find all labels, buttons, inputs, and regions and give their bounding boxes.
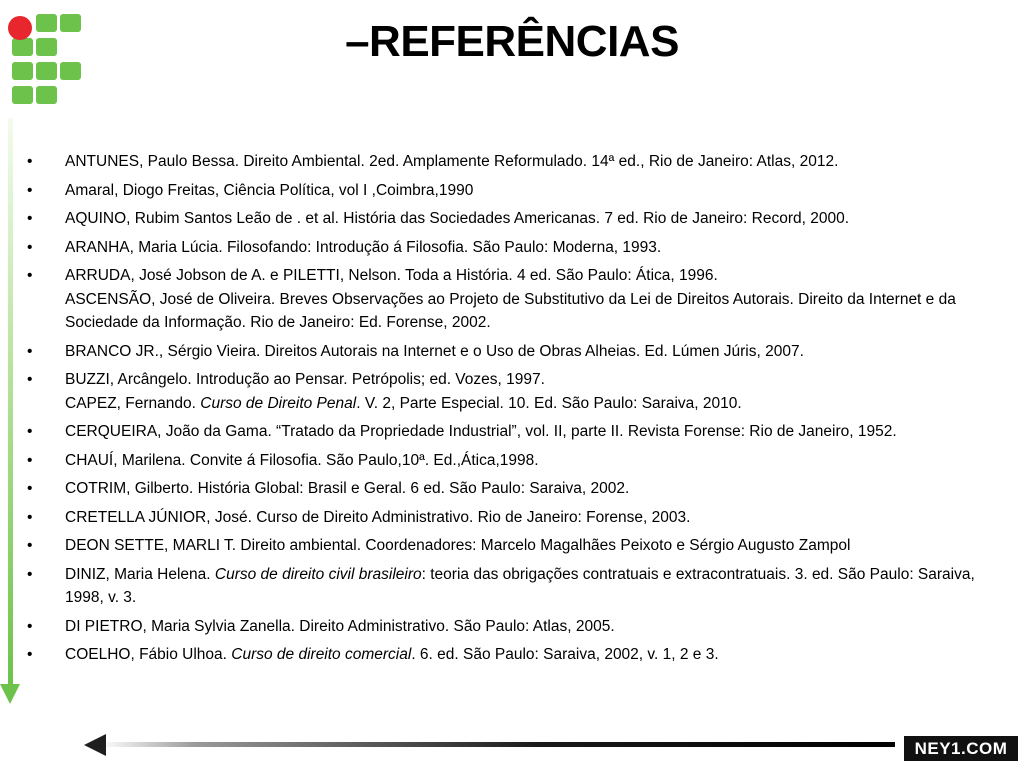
reference-item xyxy=(22,368,1007,415)
reference-line xyxy=(65,392,1007,416)
reference-item xyxy=(22,449,1007,473)
reference-text: BUZZI, Arcângelo. Introdução ao Pensar. Petrópolis; ed. Vozes, 1997. xyxy=(65,371,545,388)
watermark-badge: NEY1.COM xyxy=(904,736,1018,761)
reference-text: DEON SETTE, MARLI T. Direito ambiental. Coordenadores: Marcelo Magalhães Peixoto e Sérgio Augusto Zampol xyxy=(65,537,851,554)
references-list xyxy=(22,150,1007,672)
reference-line xyxy=(65,150,1007,174)
reference-text: CHAUÍ, Marilena. Convite á Filosofia. São Paulo,10ª. Ed.,Ática,1998. xyxy=(65,451,539,469)
reference-text: CAPEZ, Fernando. xyxy=(65,394,201,412)
reference-line xyxy=(65,207,1007,231)
reference-text: DI PIETRO, Maria Sylvia Zanella. Direito Administrativo. São Paulo: Atlas, 2005. xyxy=(65,617,615,635)
reference-item xyxy=(22,534,1007,558)
reference-line xyxy=(65,615,1007,639)
bullet-icon: • xyxy=(27,153,33,170)
reference-line xyxy=(65,534,1007,558)
bullet-icon: • xyxy=(27,423,33,440)
reference-text: AQUINO, Rubim Santos Leão de . et al. História das Sociedades Americanas. 7 ed. Rio de Janeiro: Record, 2000. xyxy=(65,210,850,227)
reference-title-italic: Curso de Direito Penal xyxy=(200,394,357,412)
reference-text: . 6. ed. São Paulo: Saraiva, 2002, v. 1, 2 e 3. xyxy=(411,646,719,663)
bullet-icon: • xyxy=(27,451,33,469)
reference-text: ANTUNES, Paulo Bessa. Direito Ambiental. 2ed. Amplamente Reformulado. 14ª ed., Rio de Janeiro: Atlas, 2012. xyxy=(65,153,839,170)
reference-line xyxy=(65,563,1007,610)
bullet-icon: • xyxy=(27,565,33,583)
reference-line xyxy=(65,420,1007,444)
down-arrow-icon xyxy=(0,684,20,704)
reference-text: ARANHA, Maria Lúcia. Filosofando: Introdução á Filosofia. São Paulo: Moderna, 1993. xyxy=(65,238,662,256)
reference-text: CERQUEIRA, João da Gama. “Tratado da Propriedade Industrial”, vol. II, parte II. Revista Forense: Rio de Janeiro, 1952. xyxy=(65,423,897,440)
bottom-arrow-line xyxy=(100,742,895,747)
reference-title-italic: Curso de direito comercial xyxy=(231,646,412,663)
reference-item xyxy=(22,477,1007,501)
bullet-icon: • xyxy=(27,210,33,227)
reference-line xyxy=(65,340,1007,364)
reference-text: Amaral, Diogo Freitas, Ciência Política, vol I ,Coimbra,1990 xyxy=(65,181,474,199)
reference-line xyxy=(65,477,1007,501)
bullet-icon: • xyxy=(27,181,33,199)
bullet-icon: • xyxy=(27,646,33,663)
bullet-icon: • xyxy=(27,537,33,554)
bullet-icon: • xyxy=(27,342,33,360)
reference-line xyxy=(65,449,1007,473)
reference-item xyxy=(22,264,1007,335)
vertical-green-arrow-line xyxy=(8,118,13,688)
reference-item xyxy=(22,340,1007,364)
reference-item xyxy=(22,615,1007,639)
reference-text: CRETELLA JÚNIOR, José. Curso de Direito Administrativo. Rio de Janeiro: Forense, 2003. xyxy=(65,508,691,526)
reference-text: . V. 2, Parte Especial. 10. Ed. São Paulo: Saraiva, 2010. xyxy=(356,394,742,412)
reference-line xyxy=(65,264,1007,288)
reference-text: BRANCO JR., Sérgio Vieira. Direitos Autorais na Internet e o Uso de Obras Alheias. Ed. Lúmen Júris, 2007. xyxy=(65,342,804,360)
reference-text: ASCENSÃO, José de Oliveira. Breves Observações ao Projeto de Substitutivo da Lei de Direitos Autorais. Direito da Internet e da Sociedade da Informação. Rio de Janeiro: Ed. Forense, 2002. xyxy=(65,290,956,331)
reference-line xyxy=(65,506,1007,530)
reference-text: DINIZ, Maria Helena. xyxy=(65,565,215,583)
reference-item xyxy=(22,506,1007,530)
reference-item xyxy=(22,179,1007,203)
bullet-icon: • xyxy=(27,508,33,526)
bullet-icon: • xyxy=(27,267,33,284)
reference-item xyxy=(22,150,1007,174)
reference-title-italic: Curso de direito civil brasileiro xyxy=(214,565,422,583)
reference-item xyxy=(22,420,1007,444)
reference-item xyxy=(22,563,1007,610)
reference-text: : teoria das obrigações contratuais e extracontratuais. 3. ed. São Paulo: Saraiva, 1998, v. 3. xyxy=(65,565,975,606)
reference-item xyxy=(22,236,1007,260)
reference-text: COELHO, Fábio Ulhoa. xyxy=(65,646,232,663)
bullet-icon: • xyxy=(27,480,33,497)
bullet-icon: • xyxy=(27,617,33,635)
reference-text: ARRUDA, José Jobson de A. e PILETTI, Nelson. Toda a História. 4 ed. São Paulo: Ática, 1996. xyxy=(65,267,718,284)
reference-line xyxy=(65,368,1007,392)
reference-text: COTRIM, Gilberto. História Global: Brasil e Geral. 6 ed. São Paulo: Saraiva, 2002. xyxy=(65,480,630,497)
page-title: –REFERÊNCIAS xyxy=(345,17,679,66)
reference-line xyxy=(65,288,1007,335)
reference-line xyxy=(65,236,1007,260)
reference-line xyxy=(65,643,1007,667)
bullet-icon: • xyxy=(27,371,33,388)
left-arrow-icon xyxy=(84,734,106,756)
reference-item xyxy=(22,643,1007,667)
reference-item xyxy=(22,207,1007,231)
reference-line xyxy=(65,179,1007,203)
bullet-icon: • xyxy=(27,238,33,256)
